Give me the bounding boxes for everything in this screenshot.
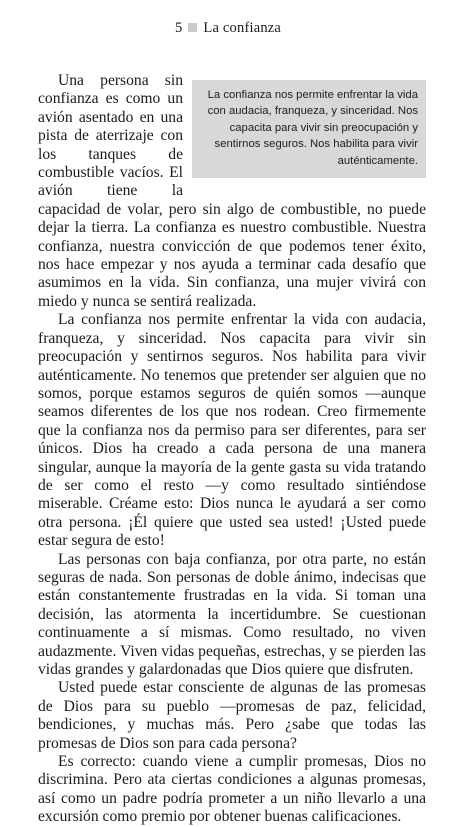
paragraph-3: Las personas con baja confianza, por otra parte, no están seguras de nada. Son personas de doble ánimo, indecisas que están constantemente frustradas en la vida. Si toman una decisión, las atormenta la incertidumbre. Se cuestionan continuamente a sí mismas. Como resultado, no viven audazmente. Viven vidas pequeñas, estrechas, y se pierden las vidas grandes y galardonadas que Dios quiere que disfruten.: [38, 550, 426, 678]
header-separator: [188, 23, 197, 32]
pull-quote: La confianza nos permite enfrentar la vida con audacia, franqueza, y sinceridad. Nos capacita para vivir sin preocupación y sentirnos seguros. Nos habilita para vivir auténticamente.: [192, 80, 426, 178]
paragraph-4: Usted puede estar consciente de algunas de las promesas de Dios para su pueblo —promesas de paz, felicidad, bendiciones, y muchas más. Pero ¿sabe que todas las promesas de Dios son para cada persona?: [38, 679, 426, 752]
chapter-title: La confianza: [203, 20, 282, 36]
paragraph-2: La confianza nos permite enfrentar la vida con audacia, franqueza, y sinceridad. Nos capacita para vivir sin preocupación y sentirnos seguros. Nos habilita para vivir auténticamente. No tenemos que pretender ser alguien que no somos, porque estamos seguros de quién somos —aunque seamos diferentes de los que nos rodean. Creo firmemente que la confianza nos da permiso para ser diferentes, para ser únicos. Dios ha creado a cada persona de una manera singular, aunque la mayoría de la gente gasta su vida tratando de ser como el resto —y como resultado sintiéndose miserable. Créame esto: Dios nunca le ayudará a ser como otra persona. ¡Él quiere que usted sea usted! ¡Usted puede estar segura de esto!: [38, 311, 426, 550]
body-text: [38, 72, 426, 827]
running-header: [0, 20, 456, 37]
paragraph-5: Es correcto: cuando viene a cumplir promesas, Dios no discrimina. Pero ata ciertas condiciones a algunas promesas, así como un padre podría prometer a un niño llevarlo a una excursión como premio por obtener buenas calificaciones.: [38, 753, 426, 826]
paragraph-1: Una persona sin confianza es como un avión asentado en una pista de aterrizaje con los tanques de combustible vacíos. El avión tiene la capacidad de volar, pero sin algo de combustible, no puede dejar la tierra. La confianza es nuestro combustible. Nuestra confianza, nuestra convicción de que podemos tener éxito, nos hace empezar y nos ayuda a terminar cada desafío que asumimos en la vida. Sin confianza, una mujer vivirá con miedo y nunca se sentirá realizada.: [38, 72, 426, 310]
page-number: 5: [174, 20, 183, 36]
